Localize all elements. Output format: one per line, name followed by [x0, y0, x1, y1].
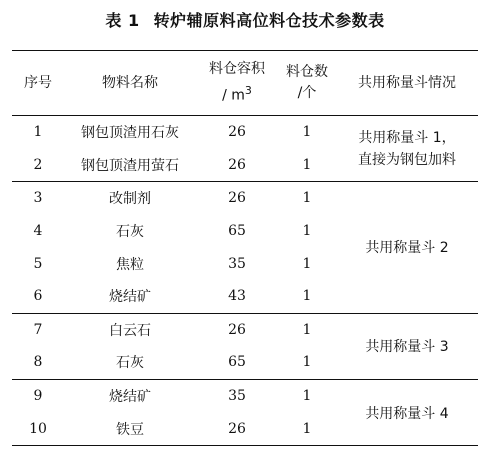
cell-seq: 9 — [33, 388, 43, 405]
header-seq: 序号 — [24, 74, 52, 91]
cell-seq: 7 — [33, 321, 43, 338]
cell-seq: 8 — [33, 354, 43, 371]
cell-share-group-1 — [336, 116, 478, 182]
cell-volume: 43 — [228, 288, 246, 305]
table-row — [12, 379, 478, 412]
cell-volume: 26 — [228, 420, 246, 437]
cell-volume: 65 — [228, 223, 246, 240]
header-volume-sup: 3 — [244, 84, 252, 98]
header-volume — [196, 51, 278, 116]
cell-seq: 2 — [33, 156, 43, 173]
cell-volume: 26 — [228, 124, 246, 141]
header-share: 共用称量斗情况 — [358, 74, 456, 91]
cell-count: 1 — [302, 288, 312, 305]
cell-seq: 4 — [33, 223, 43, 240]
cell-name: 钢包顶渣用石灰 — [81, 125, 179, 142]
header-count — [278, 51, 336, 116]
cell-volume: 26 — [228, 190, 246, 207]
cell-volume: 26 — [228, 321, 246, 338]
cell-count: 1 — [302, 156, 312, 173]
cell-volume: 35 — [228, 255, 246, 272]
share-group-1-line2: 直接为钢包加料 — [358, 151, 456, 168]
cell-share-group-4: 共用称量斗 4 — [365, 405, 449, 422]
cell-name: 改制剂 — [109, 191, 151, 208]
header-row — [12, 51, 478, 116]
cell-seq: 10 — [29, 420, 47, 437]
cell-count: 1 — [302, 223, 312, 240]
cell-volume: 65 — [228, 354, 246, 371]
cell-seq: 1 — [33, 124, 43, 141]
table-caption — [0, 8, 490, 31]
cell-count: 1 — [302, 321, 312, 338]
cell-volume: 35 — [228, 388, 246, 405]
cell-name: 石灰 — [116, 355, 144, 372]
cell-volume: 26 — [228, 156, 246, 173]
cell-share-group-2: 共用称量斗 2 — [365, 240, 449, 257]
table-row — [12, 182, 478, 215]
table-title: 转炉辅原料高位料仓技术参数表 — [153, 11, 385, 30]
table-row — [12, 116, 478, 149]
cell-name: 烧结矿 — [109, 289, 151, 306]
cell-name: 焦粒 — [116, 256, 144, 273]
header-volume-label: 料仓容积 — [209, 61, 265, 78]
cell-share-group-3: 共用称量斗 3 — [365, 339, 449, 356]
cell-seq: 3 — [33, 190, 43, 207]
cell-count: 1 — [302, 255, 312, 272]
cell-count: 1 — [302, 388, 312, 405]
share-group-1-line1: 共用称量斗 1， — [358, 129, 456, 146]
cell-name: 铁豆 — [116, 421, 144, 438]
cell-count: 1 — [302, 190, 312, 207]
table-number: 表 1 — [105, 11, 140, 30]
cell-count: 1 — [302, 420, 312, 437]
cell-name: 钢包顶渣用萤石 — [81, 157, 179, 174]
table-row — [12, 313, 478, 346]
header-name: 物料名称 — [102, 74, 158, 91]
parameter-table — [12, 50, 478, 446]
cell-seq: 6 — [33, 288, 43, 305]
cell-count: 1 — [302, 124, 312, 141]
header-count-unit: /个 — [297, 85, 317, 101]
cell-name: 石灰 — [116, 224, 144, 241]
cell-name: 白云石 — [109, 322, 151, 339]
header-volume-unit: / m — [222, 87, 245, 104]
header-count-label: 料仓数 — [286, 64, 328, 80]
cell-name: 烧结矿 — [109, 389, 151, 406]
cell-count: 1 — [302, 354, 312, 371]
cell-seq: 5 — [33, 255, 43, 272]
